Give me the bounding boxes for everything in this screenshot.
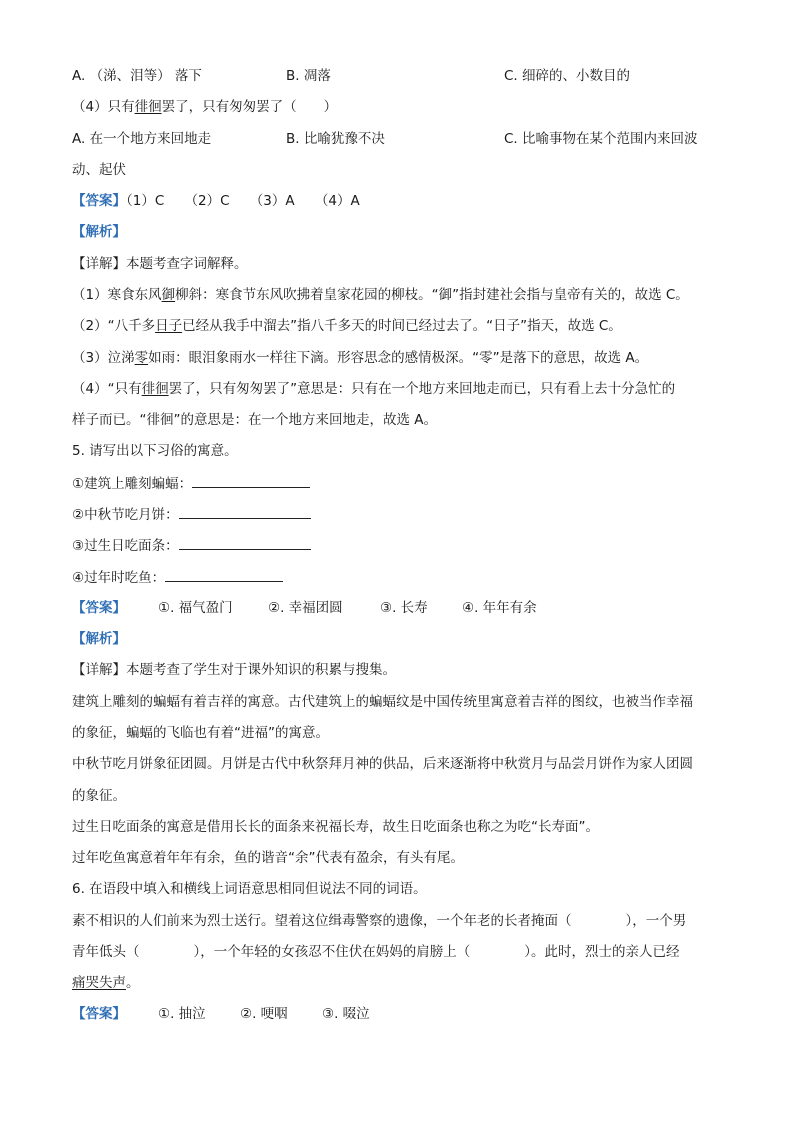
answer-item-2: ②. 幸福团圆 bbox=[268, 600, 343, 616]
q3-option-a: A. （涕、泪等） 落下 bbox=[72, 68, 202, 84]
answer-tag: 【答案】 bbox=[72, 193, 126, 209]
q5-item-1: ①建筑上雕刻蝙蝠： bbox=[72, 473, 310, 494]
answer-item-1: ①. 福气盈门 bbox=[158, 600, 233, 616]
detail-para-4: 过年吃鱼寓意着年年有余，鱼的谐音“余”代表有盈余，有头有尾。 bbox=[72, 850, 464, 866]
answer-item-3: ③. 长寿 bbox=[380, 600, 428, 616]
detail-line-5: 样子而已。“徘徊”的意思是：在一个地方来回地走，故选 A。 bbox=[72, 412, 438, 428]
detail-line-3: （3）泣涕零如雨：眼泪象雨水一样往下滴。形容思念的感情极深。“零”是落下的意思，故选 A。 bbox=[72, 350, 649, 366]
answer-blank[interactable] bbox=[192, 473, 310, 488]
detail-line-4: （4）“只有徘徊罢了，只有匆匆罢了”意思是：只有在一个地方来回地走而已，只有看上去十分急忙的 bbox=[72, 381, 676, 397]
detail-line-2: （2）“八千多日子已经从我手中溜去”指八千多天的时间已经过去了。“日子”指天，故选 C。 bbox=[72, 318, 622, 334]
answer-item-4: ④. 年年有余 bbox=[462, 600, 537, 616]
detail-para-2: 中秋节吃月饼象征团圆。月饼是古代中秋祭拜月神的供品，后来逐渐将中秋赏月与品尝月饼作为家人团圆 bbox=[72, 756, 693, 772]
answer-line: 【答案】（1）C （2）C （3）A （4）A bbox=[72, 193, 360, 209]
q5-item-4: ④过年时吃鱼： bbox=[72, 567, 283, 588]
answer-line: 【答案】 bbox=[72, 1006, 126, 1022]
q5-item-2: ②中秋节吃月饼： bbox=[72, 504, 311, 525]
analysis-tag: 【解析】 bbox=[72, 631, 126, 647]
answer-blank[interactable] bbox=[165, 567, 283, 582]
q4-question: （4）只有徘徊罢了，只有匆匆罢了（ ） bbox=[72, 99, 338, 115]
q4-option-a: A. 在一个地方来回地走 bbox=[72, 131, 212, 147]
detail-head: 【详解】本题考查了学生对于课外知识的积累与搜集。 bbox=[72, 662, 396, 678]
q3-options bbox=[72, 66, 202, 86]
answer-item-2: ②. 哽咽 bbox=[240, 1006, 288, 1022]
q5-title: 5. 请写出以下习俗的寓意。 bbox=[72, 443, 238, 459]
detail-para-2-cont: 的象征。 bbox=[72, 788, 126, 804]
detail-para-1: 建筑上雕刻的蝙蝠有着吉祥的寓意。古代建筑上的蝙蝠纹是中国传统里寓意着吉祥的图纹，也被当作幸福 bbox=[72, 694, 693, 710]
q4-option-c: C. 比喻事物在某个范围内来回波 bbox=[504, 131, 698, 147]
q6-title: 6. 在语段中填入和横线上词语意思相同但说法不同的词语。 bbox=[72, 881, 427, 897]
q6-passage-3: 痛哭失声。 bbox=[72, 975, 140, 991]
answer-line: 【答案】 bbox=[72, 600, 126, 616]
q4-option-c-cont: 动、起伏 bbox=[72, 162, 126, 178]
q6-passage-2: 青年低头（ ），一个年轻的女孩忍不住伏在妈妈的肩膀上（ ）。此时，烈士的亲人已经 bbox=[72, 944, 680, 960]
analysis-tag: 【解析】 bbox=[72, 224, 126, 240]
q5-item-3: ③过生日吃面条： bbox=[72, 535, 311, 556]
answer-blank[interactable] bbox=[179, 504, 311, 519]
answer-item-1: ①. 抽泣 bbox=[158, 1006, 206, 1022]
q4-option-b: B. 比喻犹豫不决 bbox=[286, 131, 385, 147]
detail-head: 【详解】本题考查字词解释。 bbox=[72, 256, 248, 272]
answer-blank[interactable] bbox=[179, 535, 311, 550]
detail-para-1-cont: 的象征，蝙蝠的飞临也有着“进福”的寓意。 bbox=[72, 725, 329, 741]
detail-line-1: （1）寒食东风御柳斜：寒食节东风吹拂着皇家花园的柳枝。“御”指封建社会指与皇帝有关的，故选 C。 bbox=[72, 287, 689, 303]
q3-option-c: C. 细碎的、小数目的 bbox=[504, 68, 631, 84]
detail-para-3: 过生日吃面条的寓意是借用长长的面条来祝福长寿，故生日吃面条也称之为吃“长寿面”。 bbox=[72, 819, 599, 835]
answer-item-3: ③. 啜泣 bbox=[322, 1006, 370, 1022]
q3-option-b: B. 凋落 bbox=[286, 68, 331, 84]
q6-passage-1: 素不相识的人们前来为烈士送行。望着这位缉毒警察的遗像，一个年老的长者掩面（ ），一个男 bbox=[72, 913, 687, 929]
